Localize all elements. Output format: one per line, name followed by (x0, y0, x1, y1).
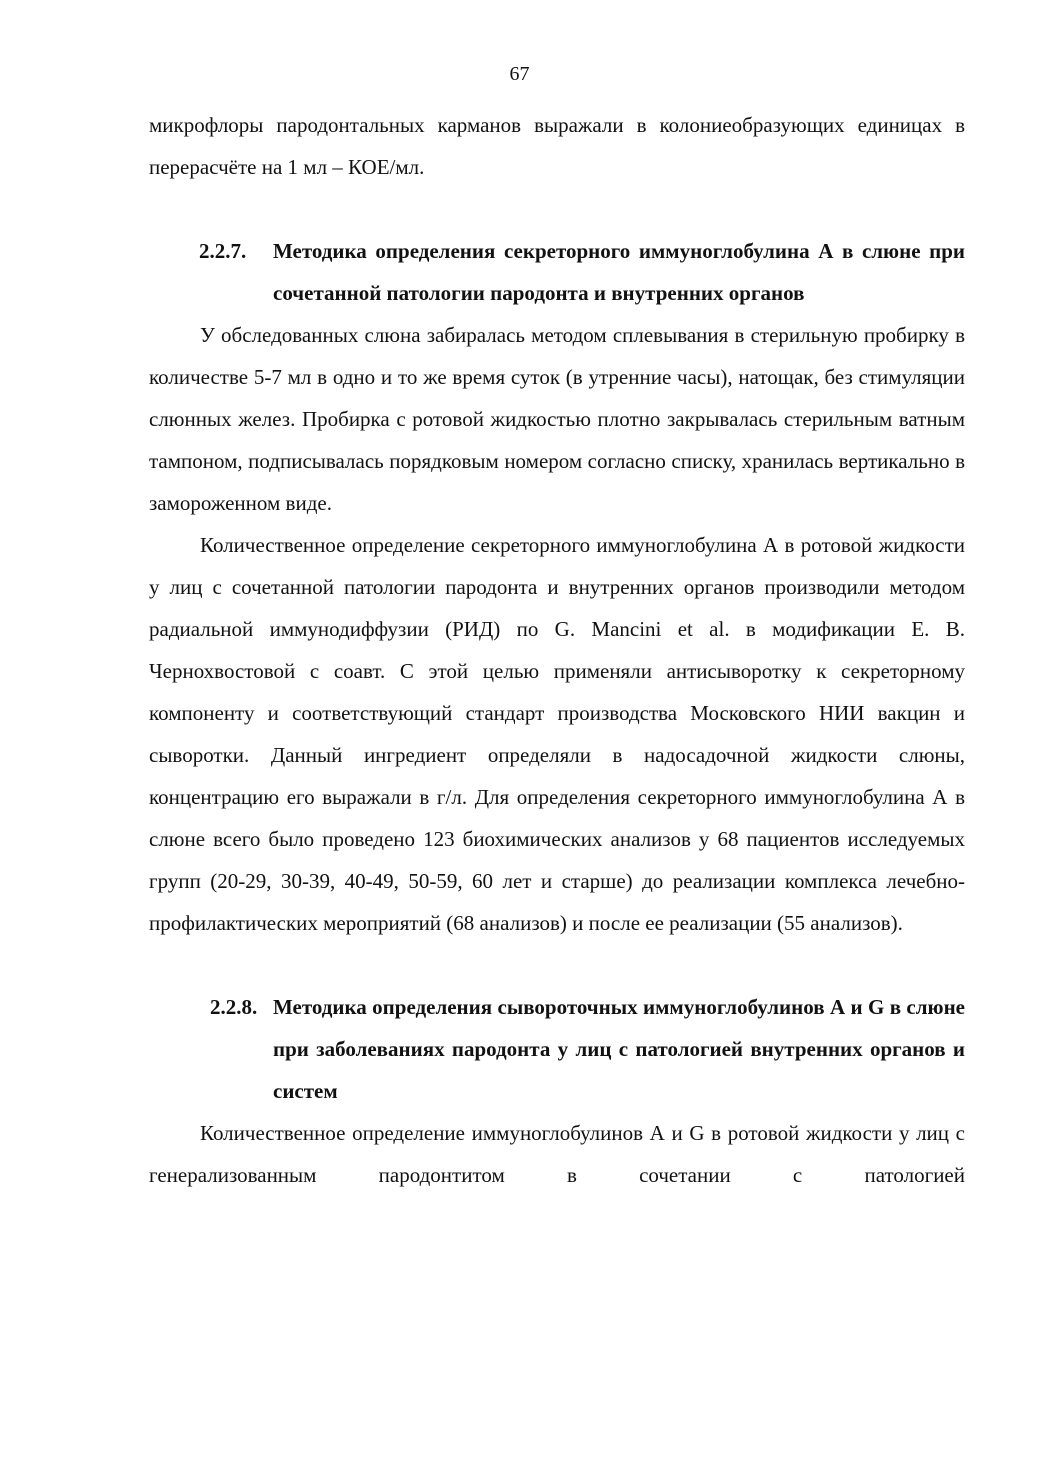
section-number: 2.2.7. (199, 239, 247, 263)
section-title: Методика определения секреторного иммуноглобулина А в слюне при сочетанной патологии пародонта и внутренних органов (273, 239, 965, 305)
section-heading-2-2-7 (149, 230, 965, 314)
paragraph-iga-igg-method: Количественное определение иммуноглобулинов А и G в ротовой жидкости у лиц с генерализованным пародонтитом в сочетании с патологией (149, 1121, 965, 1187)
page-number: 67 (509, 63, 530, 85)
section-title: Методика определения сывороточных иммуноглобулинов А и G в слюне при заболеваниях пародонта у лиц с патологией внутренних органов и систем (273, 995, 965, 1103)
paragraph-continuation: микрофлоры пародонтальных карманов выражали в колониеобразующих единицах в перерасчёте на 1 мл – КОЕ/мл. (149, 113, 965, 179)
section-heading-2-2-8 (149, 986, 965, 1112)
section-number: 2.2.8. (210, 995, 258, 1019)
paragraph-iga-method: Количественное определение секреторного иммуноглобулина А в ротовой жидкости у лиц с сочетанной патологии пародонта и внутренних органов производили методом радиальной иммунодиффузии (РИД) по G. Mancini et al. в модификации Е. В. Чернохвостовой с соавт. С этой целью применяли антисыворотку к секреторному компоненту и соответствующий стандарт производства Московского НИИ вакцин и сыворотки. Данный ингредиент определяли в надосадочной жидкости слюны, концентрацию его выражали в г/л. Для определения секреторного иммуноглобулина А в слюне всего было проведено 123 биохимических анализов у 68 пациентов исследуемых групп (20-29, 30-39, 40-49, 50-59, 60 лет и старше) до реализации комплекса лечебно-профилактических мероприятий (68 анализов) и после ее реализации (55 анализов). (149, 533, 965, 935)
paragraph-saliva-collection: У обследованных слюна забиралась методом сплевывания в стерильную пробирку в количестве 5-7 мл в одно и то же время суток (в утренние часы), натощак, без стимуляции слюнных желез. Пробирка с ротовой жидкостью плотно закрывалась стерильным ватным тампоном, подписывалась порядковым номером согласно списку, хранилась вертикально в замороженном виде. (149, 323, 965, 515)
document-body (149, 104, 965, 1196)
